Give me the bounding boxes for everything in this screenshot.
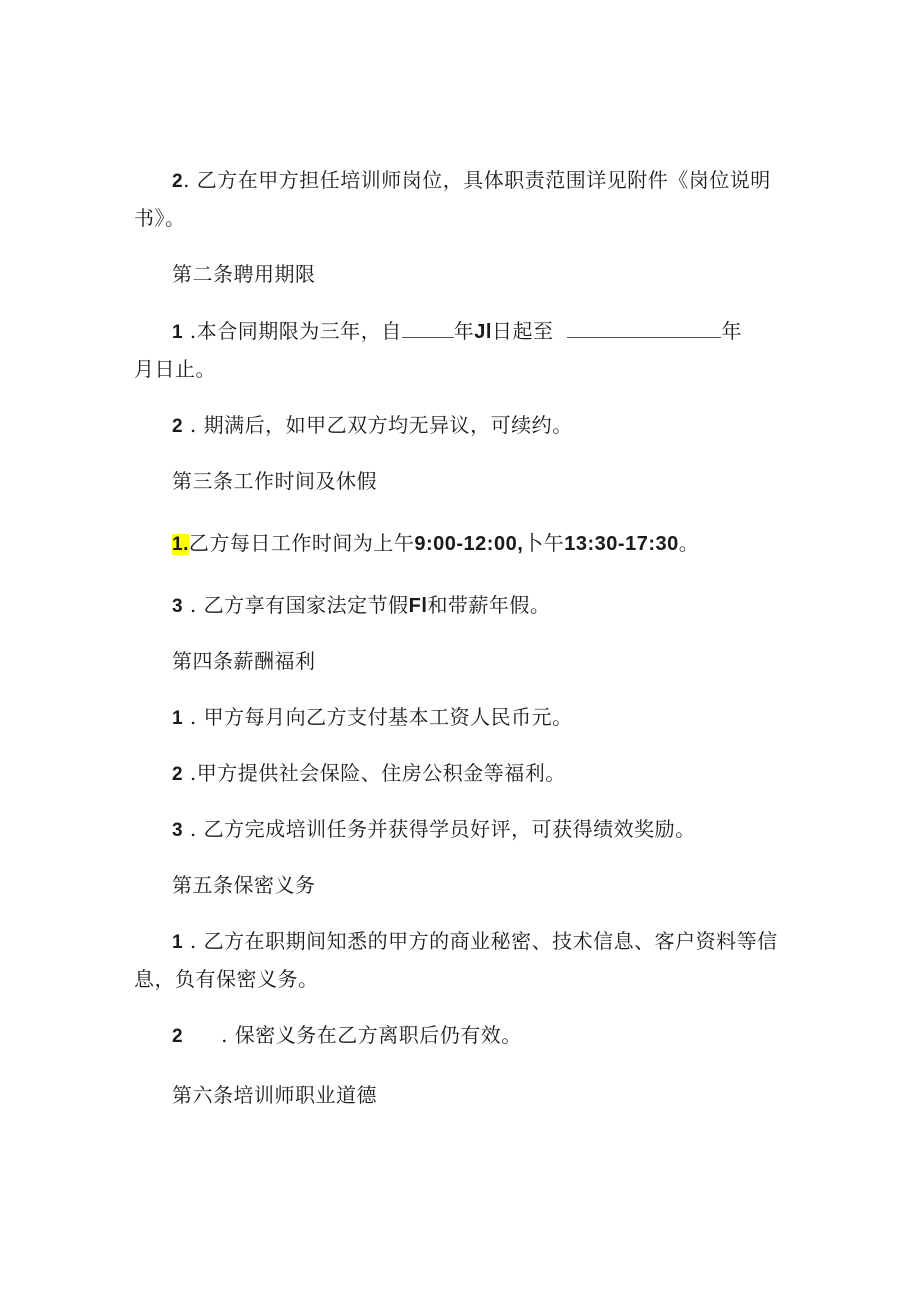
clause-number: 1: [172, 322, 184, 343]
clause-2-1: 1 .本合同期限为三年，自 年Jl日起至 年: [172, 319, 742, 343]
clause-4-1: 1 . 甲方每月向乙方支付基本工资人民币元。: [172, 705, 573, 729]
clause-text: .本合同期限为三年，自: [183, 319, 402, 343]
clause-number: 3: [172, 820, 184, 841]
clause-number: 3: [172, 596, 184, 617]
clause-number: 2: [172, 171, 184, 192]
article-5-heading: 第五条保密义务: [172, 873, 316, 897]
clause-number: 2: [172, 764, 184, 785]
clause-4-2: 2 .甲方提供社会保险、住房公积金等福利。: [172, 761, 566, 785]
morning-hours: 9:00-12:00,: [414, 533, 524, 555]
blank-year-start: [402, 319, 454, 338]
clause-number: 1: [172, 932, 184, 953]
clause-2-1-continued: 月日止。: [134, 357, 216, 381]
clause-5-1-continued: 息，负有保密义务。: [134, 967, 319, 991]
clause-text: . 期满后，如甲乙双方均无异议，可续约。: [183, 413, 573, 437]
clause-3-1: 1.乙方每日工作时间为上午9:00-12:00,卜午13:30-17:30。: [172, 531, 700, 555]
article-2-heading: 第二条聘用期限: [172, 262, 316, 286]
clause-4-3: 3 . 乙方完成培训任务并获得学员好评，可获得绩效奖励。: [172, 817, 696, 841]
clause-text: . 乙方在甲方担任培训师岗位，具体职责范围详见附件《岗位说明: [183, 168, 771, 192]
article-6-heading: 第六条培训师职业道德: [172, 1083, 377, 1107]
article-4-heading: 第四条薪酬福利: [172, 649, 316, 673]
clause-1-2: [172, 167, 771, 195]
clause-5-2: 2 . 保密义务在乙方离职后仍有效。: [172, 1023, 522, 1047]
clause-3-3: 3 . 乙方享有国家法定节假Fl和带薪年假。: [172, 593, 551, 617]
clause-5-1: 1 . 乙方在职期间知悉的甲方的商业秘密、技术信息、客户资料等信: [172, 929, 778, 953]
clause-number: 2: [172, 416, 184, 437]
article-3-heading: 第三条工作时间及休假: [172, 469, 377, 493]
clause-1-2-continued: [134, 205, 186, 231]
clause-2-2: [172, 412, 573, 440]
clause-text: 书》。: [134, 206, 186, 230]
clause-number: 2: [172, 1026, 184, 1047]
clause-number-highlighted: 1.: [172, 534, 189, 555]
blank-end-date: [567, 319, 721, 338]
afternoon-hours: 13:30-17:30: [564, 533, 679, 555]
clause-number: 1: [172, 708, 184, 729]
